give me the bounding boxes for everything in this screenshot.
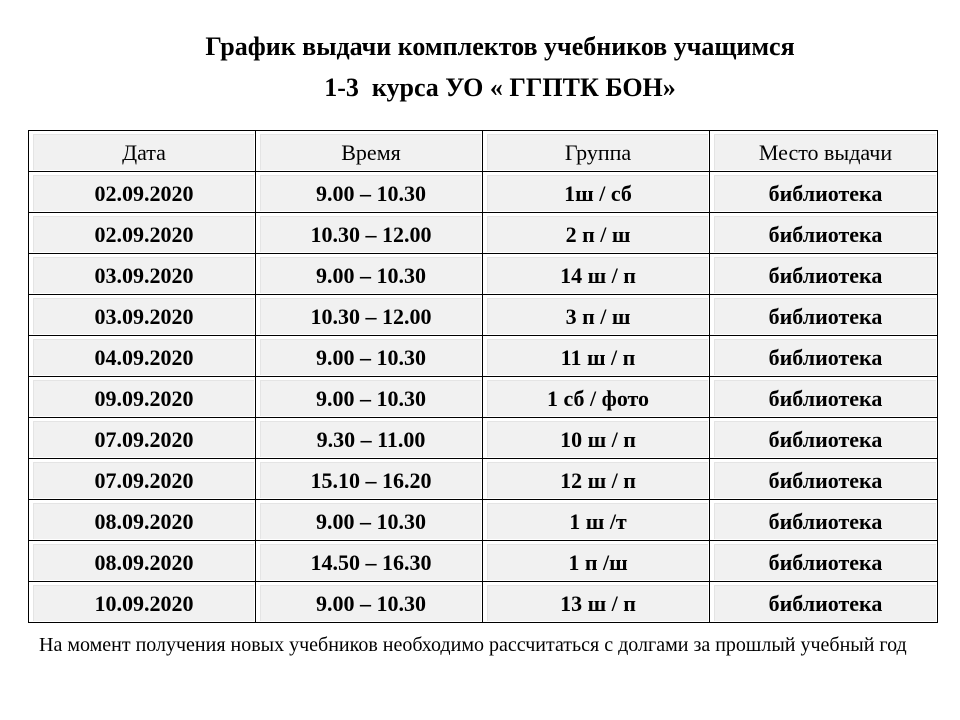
table-row (29, 336, 938, 377)
cell-group: 14 ш / п (483, 254, 710, 295)
cell-time: 9.00 – 10.30 (256, 377, 483, 418)
cell-location: библиотека (710, 418, 938, 459)
cell-location: библиотека (710, 295, 938, 336)
cell-location: библиотека (710, 459, 938, 500)
table-row (29, 295, 938, 336)
cell-date: 02.09.2020 (29, 172, 256, 213)
cell-time: 9.00 – 10.30 (256, 172, 483, 213)
cell-group: 2 п / ш (483, 213, 710, 254)
cell-date: 07.09.2020 (29, 459, 256, 500)
schedule-table (28, 130, 938, 623)
cell-date: 08.09.2020 (29, 541, 256, 582)
table-row (29, 213, 938, 254)
cell-group: 10 ш / п (483, 418, 710, 459)
cell-location: библиотека (710, 500, 938, 541)
cell-location: библиотека (710, 377, 938, 418)
footer-note: На момент получения новых учебников необходимо рассчитаться с долгами за прошлый учебный год (39, 634, 907, 656)
table-row (29, 254, 938, 295)
cell-date: 09.09.2020 (29, 377, 256, 418)
cell-date: 03.09.2020 (29, 254, 256, 295)
cell-time: 9.00 – 10.30 (256, 336, 483, 377)
cell-location: библиотека (710, 213, 938, 254)
cell-location: библиотека (710, 541, 938, 582)
cell-time: 14.50 – 16.30 (256, 541, 483, 582)
cell-date: 10.09.2020 (29, 582, 256, 623)
cell-date: 08.09.2020 (29, 500, 256, 541)
cell-time: 9.00 – 10.30 (256, 254, 483, 295)
column-header-time: Время (256, 131, 483, 172)
column-header-date: Дата (29, 131, 256, 172)
cell-date: 07.09.2020 (29, 418, 256, 459)
table-row (29, 172, 938, 213)
cell-group: 1 п /ш (483, 541, 710, 582)
table-row (29, 582, 938, 623)
cell-location: библиотека (710, 336, 938, 377)
cell-date: 02.09.2020 (29, 213, 256, 254)
column-header-group: Группа (483, 131, 710, 172)
cell-time: 9.00 – 10.30 (256, 582, 483, 623)
cell-location: библиотека (710, 582, 938, 623)
cell-location: библиотека (710, 254, 938, 295)
cell-time: 10.30 – 12.00 (256, 213, 483, 254)
cell-group: 1ш / сб (483, 172, 710, 213)
cell-group: 3 п / ш (483, 295, 710, 336)
cell-group: 11 ш / п (483, 336, 710, 377)
cell-date: 03.09.2020 (29, 295, 256, 336)
cell-group: 13 ш / п (483, 582, 710, 623)
page-title: График выдачи комплектов учебников учащимся (205, 32, 795, 61)
table-row (29, 541, 938, 582)
cell-time: 9.30 – 11.00 (256, 418, 483, 459)
cell-location: библиотека (710, 172, 938, 213)
table-header-row (29, 131, 938, 172)
table-row (29, 459, 938, 500)
column-header-location: Место выдачи (710, 131, 938, 172)
cell-time: 10.30 – 12.00 (256, 295, 483, 336)
table-row (29, 500, 938, 541)
page-subtitle: 1-3 курса УО « ГГПТК БОН» (324, 73, 676, 102)
cell-date: 04.09.2020 (29, 336, 256, 377)
cell-group: 12 ш / п (483, 459, 710, 500)
cell-group: 1 сб / фото (483, 377, 710, 418)
cell-group: 1 ш /т (483, 500, 710, 541)
table-row (29, 377, 938, 418)
cell-time: 15.10 – 16.20 (256, 459, 483, 500)
table-row (29, 418, 938, 459)
cell-time: 9.00 – 10.30 (256, 500, 483, 541)
